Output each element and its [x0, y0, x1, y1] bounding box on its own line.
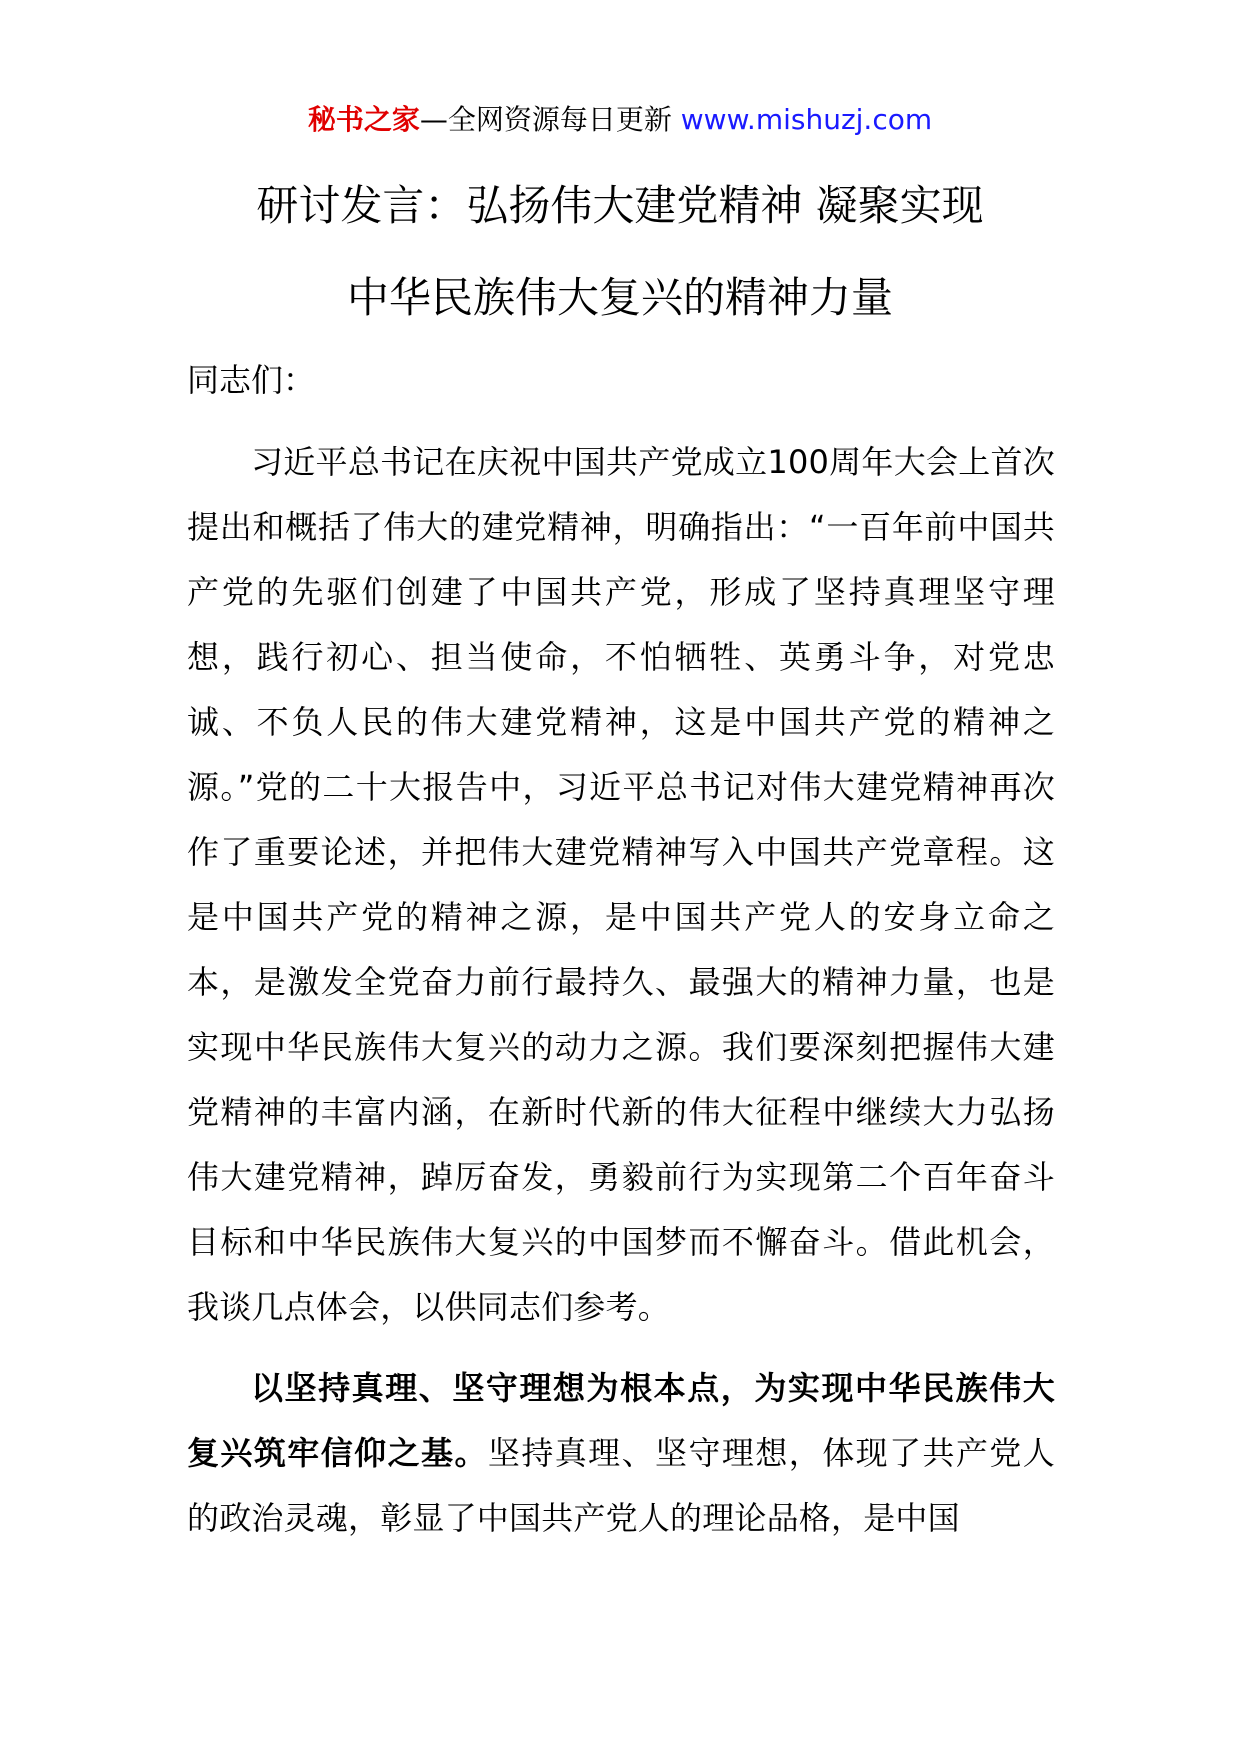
document-body	[187, 350, 1055, 1551]
header-tagline: —全网资源每日更新	[419, 103, 681, 136]
section-text: 坚持真理、坚守理想，体现了共产党人的政治灵魂，彰显了中国共产党人的理论品格，是中国	[187, 1434, 1055, 1537]
title-line-2: 中华民族伟大复兴的精神力量	[346, 273, 893, 322]
paragraph-section-1	[187, 1356, 1055, 1551]
salutation: 同志们：	[187, 361, 316, 399]
section-heading: 以坚持真理、坚守理想为根本点，为实现中华民族伟大复兴筑牢信仰之基。	[187, 1369, 1055, 1472]
title-line-1: 研讨发言：弘扬伟大建党精神 凝聚实现	[256, 181, 984, 230]
brand-name: 秘书之家	[307, 103, 420, 136]
site-url-link[interactable]: www.mishuzj.com	[680, 103, 933, 136]
paragraph-intro: 习近平总书记在庆祝中国共产党成立100周年大会上首次提出和概括了伟大的建党精神，明确指出：“一百年前中国共产党的先驱们创建了中国共产党，形成了坚持真理坚守理想，践行初心、担当使命，不怕牺牲、英勇斗争，对党忠诚、不负人民的伟大建党精神，这是中国共产党的精神之源。”党的二十大报告中，习近平总书记对伟大建党精神再次作了重要论述，并把伟大建党精神写入中国共产党章程。这是中国共产党的精神之源，是中国共产党人的安身立命之本，是激发全党奋力前行最持久、最强大的精神力量，也是实现中华民族伟大复兴的动力之源。我们要深刻把握伟大建党精神的丰富内涵，在新时代新的伟大征程中继续大力弘扬伟大建党精神，踔厉奋发，勇毅前行为实现第二个百年奋斗目标和中华民族伟大复兴的中国梦而不懈奋斗。借此机会，我谈几点体会，以供同志们参考。	[187, 443, 1055, 1326]
document-title	[0, 160, 1240, 344]
site-header	[0, 98, 1240, 142]
